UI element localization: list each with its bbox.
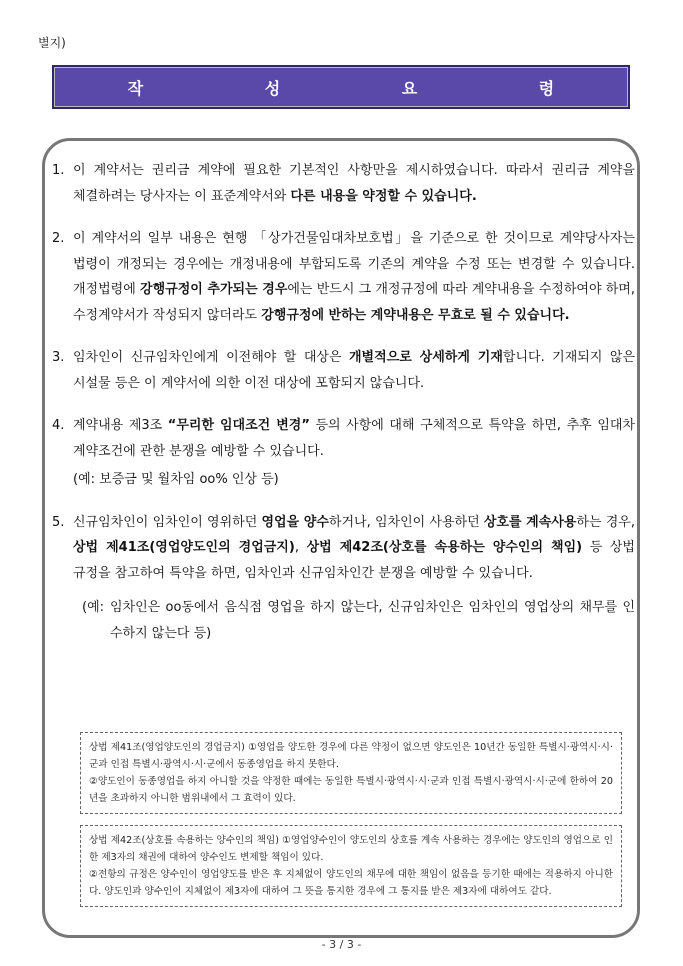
instruction-item [52,510,635,587]
item-example: (예: 보증금 및 월차임 oo% 인상 등) [73,472,279,487]
item-number: 5. [52,514,65,530]
item-text: 신규임차인이 임차인이 영위하던 [73,514,262,530]
instructions-list [52,158,635,646]
emphasis-text: “무리한 임대조건 변경” [167,418,310,433]
item-text: 등 상법 규정을 참고하여 특약을 하면, 임차인과 신규임차인간 분쟁을 예방할 수 있습니다. [73,540,635,581]
commercial-act-art41-box [80,732,622,814]
item-number: 2. [52,231,65,246]
page-number: - 3 / 3 - [321,938,362,951]
item-text: 에는 반드시 그 개정규정에 따라 계약내용을 수정하여야 하며, 수정계약서가 작성되지 않더라도 [73,282,635,323]
item-text: 하는 경우, [576,514,635,530]
art41-para-1: 상법 제41조(영업양도인의 경업금지) ①영업을 양도한 경우에 다른 약정이 없으면 양도인은 10년간 동일한 특별시·광역시·시·군과 인접 특별시·광역시·시·군에서 동종영업을 하지 못한다. [89,742,613,770]
emphasis-text: 상법 제41조(영업양도인의 경업금지) [73,540,295,555]
instruction-item [52,345,635,396]
item-text: 계약내용 제3조 [73,418,168,433]
art41-para-2: ②양도인이 동종영업을 하지 아니할 것을 약정한 때에는 동일한 특별시·광역시·시·군과 인접 특별시·광역시·시·군에 한하여 20년을 초과하지 아니한 범위내에서 그 효력이 있다. [89,776,613,804]
instruction-item [52,158,635,209]
art42-para-2: ②전항의 규정은 양수인이 영업양도를 받은 후 지체없이 양도인의 채무에 대한 책임이 없음을 등기한 때에는 적용하지 아니한다. 양도인과 양수인이 지체없이 제3자에 대하여 그 뜻을 통지한 경우에 그 통지를 받은 제3자에 대하여도 같다. [89,869,613,897]
instruction-item [52,226,635,328]
item-text: 등의 사항에 대해 구체적으로 특약을 하면, 추후 임대차 계약조건에 관한 분쟁을 예방할 수 있습니다. [73,418,635,459]
emphasis-text: 강행규정에 반하는 계약내용은 무효로 될 수 있습니다. [261,307,570,323]
item-number: 1. [52,163,65,178]
emphasis-text: 개별적으로 상세하게 기재 [349,350,503,365]
item-text: 임차인이 신규임차인에게 이전해야 할 대상은 [73,350,349,365]
instruction-item [52,413,635,493]
emphasis-text: 다른 내용을 약정할 수 있습니다. [290,188,477,204]
emphasis-text: 영업을 양수 [261,514,329,530]
item-5-example [52,595,635,646]
item-text: 하거나, 임차인이 사용하던 [328,514,484,530]
item-text: 이 계약서는 권리금 계약에 필요한 기본적인 사항만을 제시하였습니다. 따라서 권리금 계약을 체결하려는 당사자는 이 표준계약서와 [73,163,635,204]
title-banner [52,65,630,109]
item-text: 합니다. 기재되지 않은 시설물 등은 이 계약서에 의한 이전 대상에 포함되지 않습니다. [73,350,636,391]
commercial-act-art42-box [80,825,622,907]
example-prefix: (예: [82,600,105,615]
item-text: 이 계약서의 일부 내용은 현행 「상가건물임대차보호법」을 기준으로 한 것이므로 계약당사자는 법령이 개정되는 경우에는 개정내용에 부합되도록 기존의 계약을 수정 또는 변경할 수 있습니다. 개정법령에 [73,231,635,297]
item-number: 4. [52,418,65,433]
emphasis-text: 강행규정이 추가되는 경우 [140,282,288,297]
emphasis-text: 상호를 계속사용 [483,514,577,530]
page-title: 작 성 요 령 [127,78,613,98]
item-text: , [294,540,307,555]
example-text: 임차인은 oo동에서 음식점 영업을 하지 않는다, 신규임차인은 임차인의 영업상의 채무를 인수하지 않는다 등) [110,600,635,641]
emphasis-text: 상법 제42조(상호를 속용하는 양수인의 책임) [306,540,583,555]
item-number: 3. [52,350,65,365]
attachment-label: 별지) [38,36,66,50]
art42-para-1: 상법 제42조(상호를 속용하는 양수인의 책임) ①영업양수인이 양도인의 상호를 계속 사용하는 경우에는 양도인의 영업으로 인한 제3자의 채권에 대하여 양수인도 변제할 책임이 있다. [89,835,613,863]
